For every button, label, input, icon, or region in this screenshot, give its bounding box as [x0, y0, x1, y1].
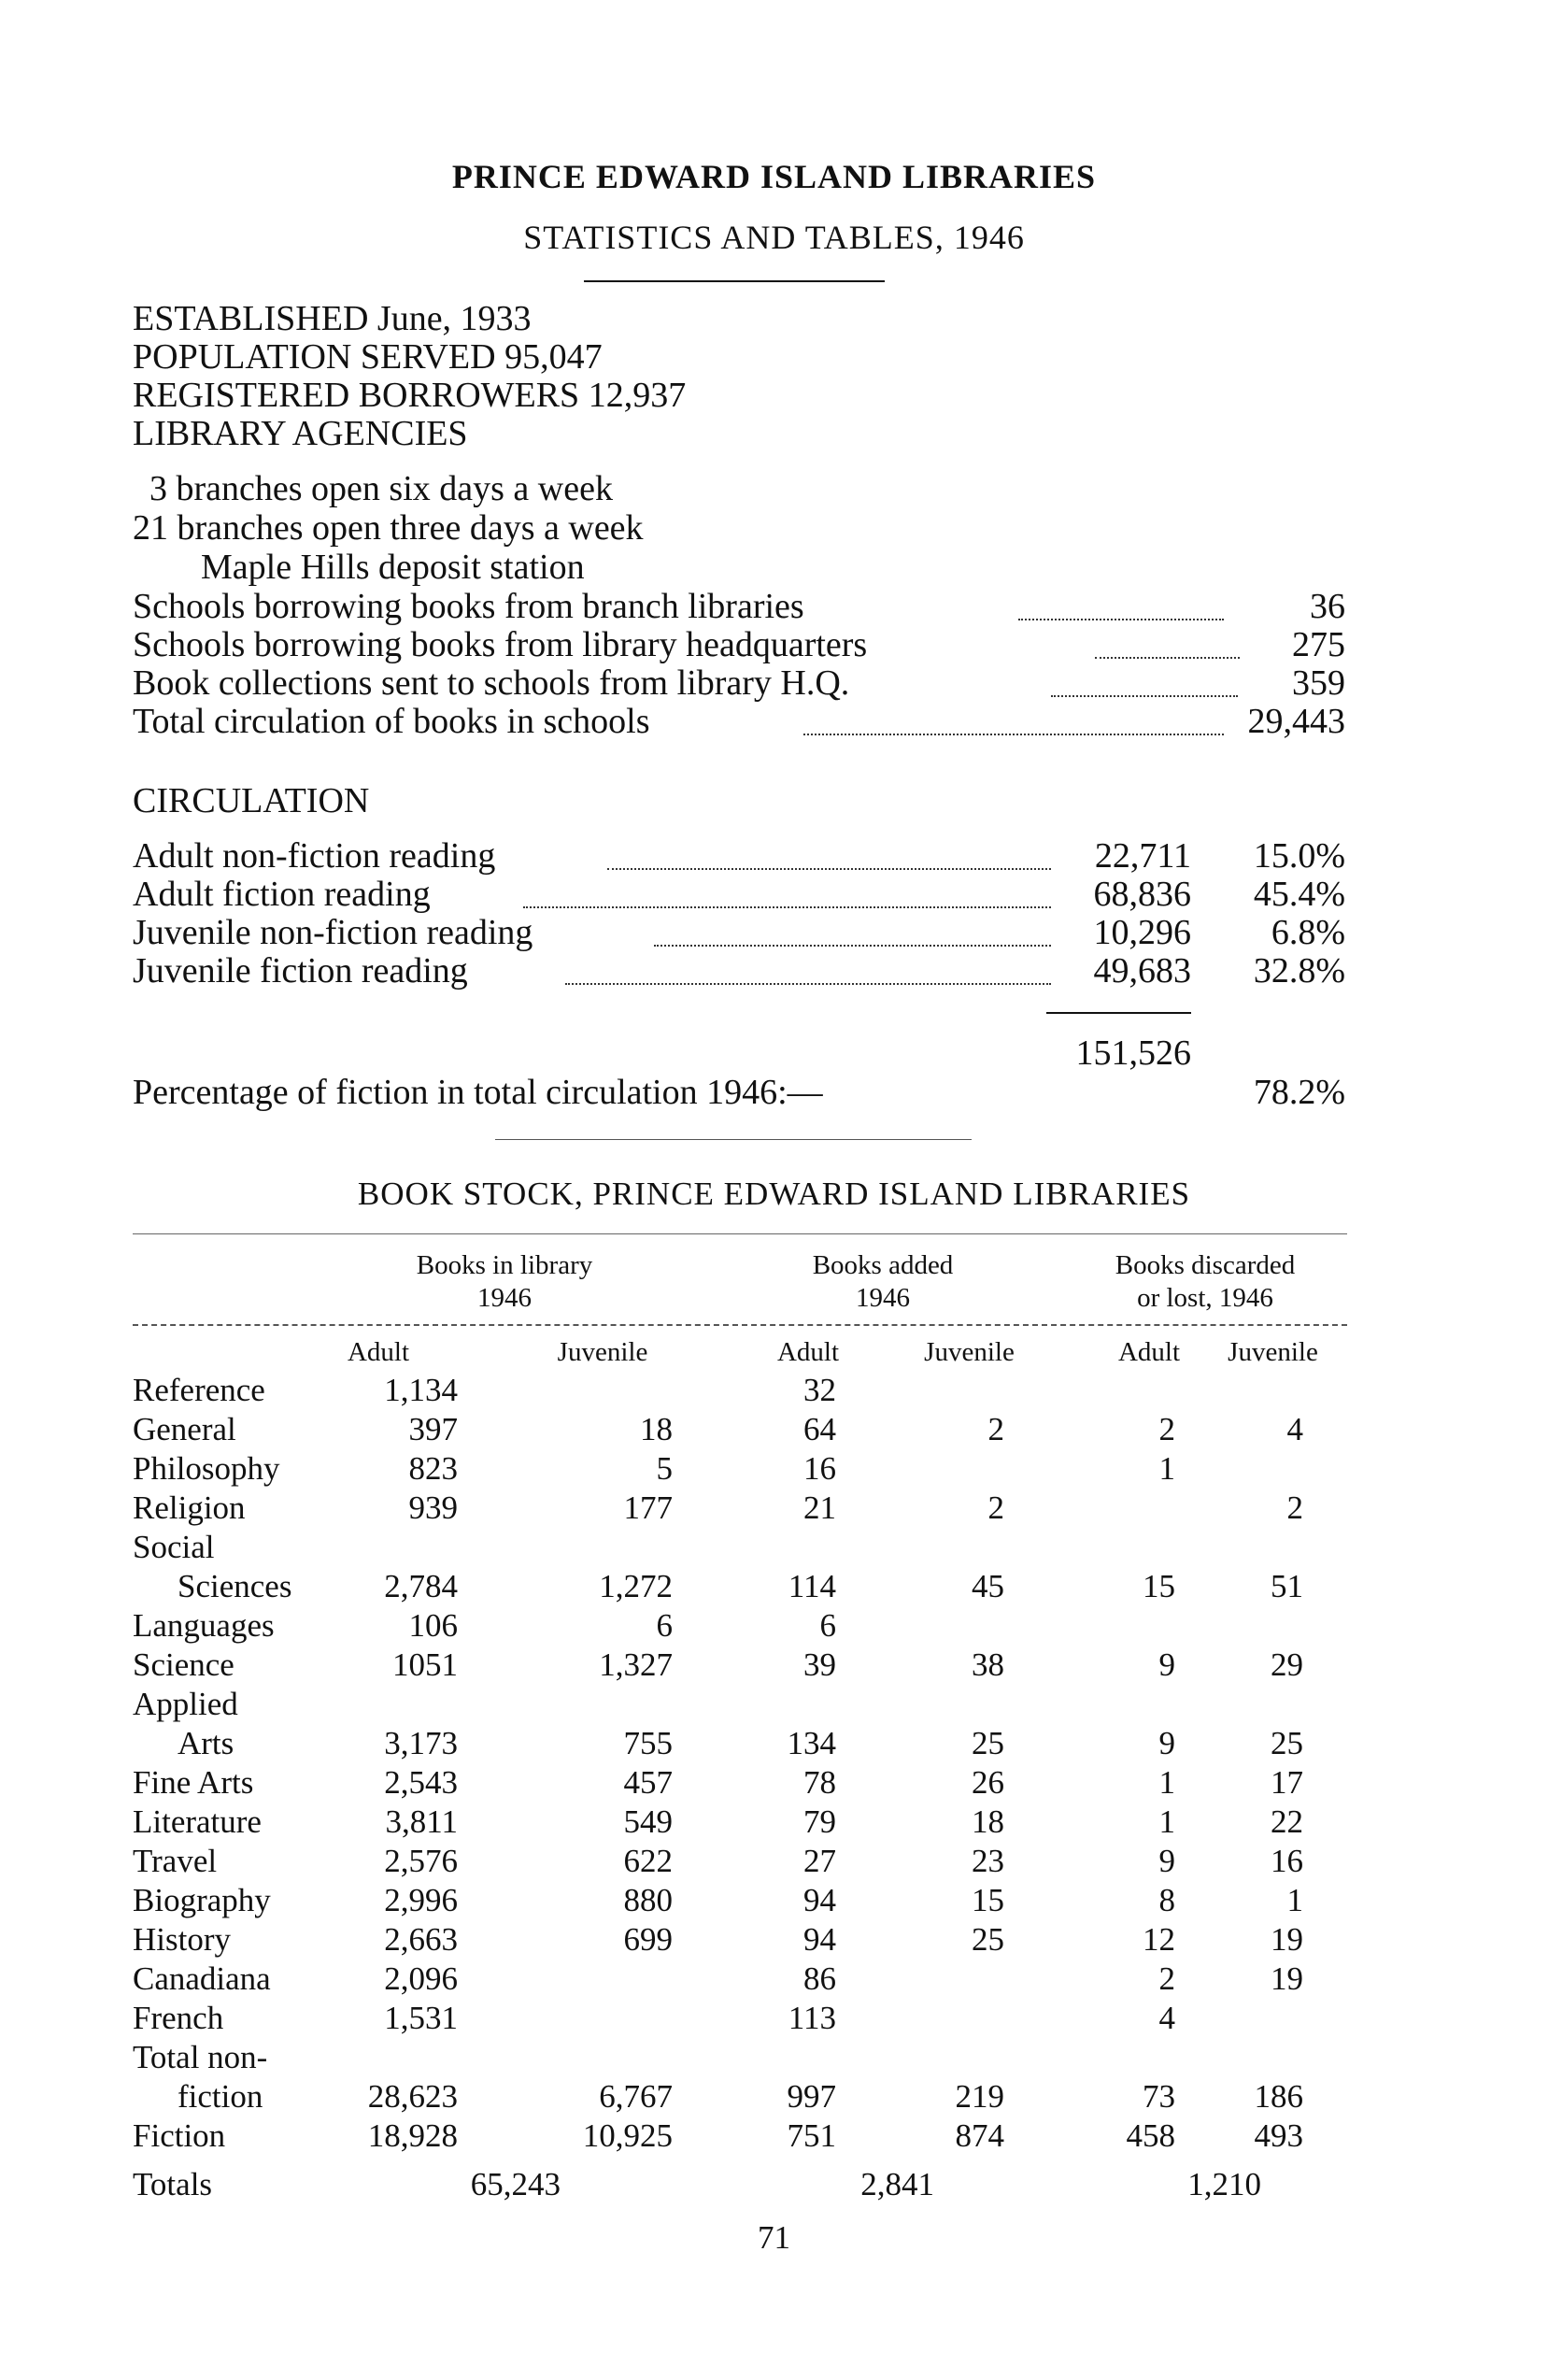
table-cell: 823: [408, 1450, 458, 1487]
table-cell: 12: [1143, 1921, 1175, 1958]
table-cell: 2: [1158, 1960, 1175, 1997]
row-label: fiction: [178, 2078, 263, 2115]
table-cell: 1,531: [384, 2000, 458, 2036]
header-rule: [133, 1324, 1347, 1326]
table-cell: 18: [972, 1803, 1004, 1840]
school-stat-label: Total circulation of books in schools: [133, 702, 650, 741]
row-label: History: [133, 1921, 231, 1958]
row-label: Religion: [133, 1489, 246, 1526]
school-stat-value: 29,443: [1247, 702, 1345, 741]
table-cell: 18,928: [367, 2117, 458, 2154]
table-cell: 64: [803, 1411, 836, 1447]
fiction-percentage-label: Percentage of fiction in total circulation 1946:—: [133, 1073, 823, 1112]
table-cell: 2: [1286, 1489, 1303, 1526]
leader-dots: [523, 906, 1051, 908]
table-cell: 17: [1271, 1764, 1303, 1801]
table-cell: 5: [656, 1450, 673, 1487]
table-cell: 751: [787, 2117, 836, 2154]
table-cell: 45: [972, 1568, 1004, 1604]
table-cell: 19: [1271, 1960, 1303, 1997]
table-cell: 397: [408, 1411, 458, 1447]
table-cell: 2: [1158, 1411, 1175, 1447]
table-cell: 16: [1271, 1843, 1303, 1879]
page-subtitle: STATISTICS AND TABLES, 1946: [523, 219, 1025, 256]
table-cell: 1,134: [384, 1372, 458, 1408]
group-header-year: 1946: [856, 1283, 910, 1313]
borrowers-line: REGISTERED BORROWERS 12,937: [133, 376, 687, 415]
table-cell: 6,767: [599, 2078, 673, 2115]
row-label: Fiction: [133, 2117, 226, 2154]
table-cell: 4: [1158, 2000, 1175, 2036]
table-cell: 10,925: [582, 2117, 673, 2154]
table-cell: 27: [803, 1843, 836, 1879]
leader-dots: [803, 734, 1224, 735]
table-cell: 8: [1158, 1882, 1175, 1918]
table-cell: 1: [1286, 1882, 1303, 1918]
circulation-label: Juvenile fiction reading: [133, 951, 468, 990]
row-label: Reference: [133, 1372, 265, 1408]
row-label: French: [133, 2000, 224, 2036]
table-cell: 25: [972, 1725, 1004, 1761]
table-cell: 9: [1158, 1646, 1175, 1683]
table-cell: 6: [656, 1607, 673, 1644]
group-header-year: or lost, 1946: [1137, 1283, 1273, 1313]
table-cell: 86: [803, 1960, 836, 1997]
totals-added: 2,841: [860, 2166, 934, 2202]
table-cell: 2,543: [384, 1764, 458, 1801]
table-cell: 94: [803, 1921, 836, 1958]
totals-label: Totals: [133, 2166, 213, 2202]
group-header-year: 1946: [477, 1283, 532, 1313]
table-cell: 2,784: [384, 1568, 458, 1604]
leader-dots: [1018, 619, 1224, 620]
row-label: Science: [133, 1646, 234, 1683]
school-stat-value: 36: [1310, 587, 1345, 626]
table-cell: 94: [803, 1882, 836, 1918]
row-label: Social: [133, 1529, 215, 1565]
circulation-label: Juvenile non-fiction reading: [133, 913, 533, 952]
table-cell: 25: [1271, 1725, 1303, 1761]
table-cell: 874: [955, 2117, 1004, 2154]
leader-dots: [565, 983, 1051, 985]
table-cell: 1,327: [599, 1646, 673, 1683]
table-cell: 9: [1158, 1843, 1175, 1879]
table-cell: 3,811: [385, 1803, 458, 1840]
subheader: Adult: [776, 1337, 840, 1367]
table-cell: 9: [1158, 1725, 1175, 1761]
row-label: Total non-: [133, 2039, 268, 2075]
table-cell: 2,996: [384, 1882, 458, 1918]
totals-library: 65,243: [470, 2166, 561, 2202]
table-cell: 23: [972, 1843, 1004, 1879]
table-cell: 880: [623, 1882, 673, 1918]
table-cell: 177: [623, 1489, 673, 1526]
table-cell: 134: [787, 1725, 836, 1761]
table-cell: 549: [623, 1803, 673, 1840]
circulation-heading: CIRCULATION: [133, 781, 370, 820]
circulation-percent: 6.8%: [1271, 913, 1345, 952]
row-label: Travel: [133, 1843, 218, 1879]
table-cell: 622: [623, 1843, 673, 1879]
subheader: Juvenile: [557, 1337, 648, 1367]
table-cell: 38: [972, 1646, 1004, 1683]
table-cell: 6: [819, 1607, 836, 1644]
circulation-percent: 45.4%: [1253, 875, 1345, 914]
subheader: Juvenile: [924, 1337, 1015, 1367]
table-cell: 939: [408, 1489, 458, 1526]
table-cell: 28,623: [367, 2078, 458, 2115]
table-cell: 1,272: [599, 1568, 673, 1604]
subheader: Adult: [1117, 1337, 1181, 1367]
row-label: Arts: [178, 1725, 234, 1761]
row-label: Applied: [133, 1686, 238, 1722]
table-cell: 18: [640, 1411, 673, 1447]
population-line: POPULATION SERVED 95,047: [133, 337, 603, 377]
row-label: Literature: [133, 1803, 262, 1840]
circulation-total: 151,526: [1075, 1033, 1191, 1073]
table-cell: 114: [788, 1568, 836, 1604]
group-header: Books discarded: [1115, 1250, 1296, 1280]
circulation-label: Adult fiction reading: [133, 875, 431, 914]
table-cell: 15: [972, 1882, 1004, 1918]
circulation-value: 22,711: [1094, 836, 1191, 876]
row-label: Fine Arts: [133, 1764, 254, 1801]
school-stat-label: Book collections sent to schools from library H.Q.: [133, 663, 850, 703]
table-cell: 2: [987, 1411, 1004, 1447]
book-stock-heading: BOOK STOCK, PRINCE EDWARD ISLAND LIBRARIES: [357, 1176, 1191, 1212]
subheader: Adult: [347, 1337, 410, 1367]
established-line: ESTABLISHED June, 1933: [133, 299, 532, 338]
sum-rule: [1046, 1012, 1191, 1014]
school-stat-label: Schools borrowing books from library headquarters: [133, 625, 868, 664]
circulation-percent: 15.0%: [1253, 836, 1345, 876]
table-cell: 493: [1254, 2117, 1303, 2154]
leader-dots: [607, 868, 1051, 870]
agencies-heading: LIBRARY AGENCIES: [133, 414, 468, 453]
table-cell: 22: [1271, 1803, 1303, 1840]
row-label: Sciences: [178, 1568, 292, 1604]
table-cell: 1: [1158, 1803, 1175, 1840]
table-cell: 1051: [392, 1646, 458, 1683]
school-stat-value: 275: [1292, 625, 1345, 664]
table-cell: 51: [1271, 1568, 1303, 1604]
school-stat-value: 359: [1292, 663, 1345, 703]
table-cell: 78: [803, 1764, 836, 1801]
table-cell: 25: [972, 1921, 1004, 1958]
circulation-value: 68,836: [1093, 875, 1191, 914]
circulation-label: Adult non-fiction reading: [133, 836, 496, 876]
agency-item: Maple Hills deposit station: [201, 548, 585, 587]
page-title: PRINCE EDWARD ISLAND LIBRARIES: [451, 158, 1097, 195]
table-cell: 15: [1143, 1568, 1175, 1604]
row-label: General: [133, 1411, 236, 1447]
table-cell: 699: [623, 1921, 673, 1958]
table-cell: 3,173: [384, 1725, 458, 1761]
circulation-value: 49,683: [1093, 951, 1191, 990]
table-cell: 458: [1126, 2117, 1175, 2154]
table-cell: 2,663: [384, 1921, 458, 1958]
table-cell: 19: [1271, 1921, 1303, 1958]
table-cell: 1: [1158, 1764, 1175, 1801]
circulation-percent: 32.8%: [1253, 951, 1345, 990]
table-cell: 186: [1254, 2078, 1303, 2115]
table-cell: 21: [803, 1489, 836, 1526]
table-cell: 106: [408, 1607, 458, 1644]
row-label: Philosophy: [133, 1450, 280, 1487]
leader-dots: [1051, 695, 1238, 697]
circulation-value: 10,296: [1093, 913, 1191, 952]
row-label: Biography: [133, 1882, 271, 1918]
table-cell: 457: [623, 1764, 673, 1801]
totals-discarded: 1,210: [1187, 2166, 1261, 2202]
fiction-percentage-value: 78.2%: [1253, 1073, 1345, 1112]
table-cell: 997: [787, 2078, 836, 2115]
row-label: Canadiana: [133, 1960, 271, 1997]
row-label: Languages: [133, 1607, 275, 1644]
table-cell: 29: [1271, 1646, 1303, 1683]
subheader: Juvenile: [1228, 1337, 1318, 1367]
group-header: Books added: [812, 1250, 954, 1280]
table-cell: 2: [987, 1489, 1004, 1526]
table-cell: 26: [972, 1764, 1004, 1801]
table-cell: 79: [803, 1803, 836, 1840]
group-header: Books in library: [416, 1250, 593, 1280]
table-cell: 219: [955, 2078, 1004, 2115]
table-cell: 32: [803, 1372, 836, 1408]
table-cell: 2,096: [384, 1960, 458, 1997]
section-rule: [495, 1139, 972, 1140]
table-cell: 1: [1158, 1450, 1175, 1487]
table-cell: 113: [788, 2000, 836, 2036]
leader-dots: [1095, 657, 1240, 659]
table-cell: 16: [803, 1450, 836, 1487]
table-cell: 2,576: [384, 1843, 458, 1879]
title-rule: [584, 280, 885, 282]
page-number: 71: [758, 2219, 790, 2256]
table-cell: 4: [1286, 1411, 1303, 1447]
school-stat-label: Schools borrowing books from branch libraries: [133, 587, 804, 626]
table-cell: 39: [803, 1646, 836, 1683]
leader-dots: [654, 945, 1051, 947]
table-cell: 755: [623, 1725, 673, 1761]
agency-item: 3 branches open six days a week: [149, 469, 613, 508]
agency-item: 21 branches open three days a week: [133, 508, 644, 548]
table-cell: 73: [1143, 2078, 1175, 2115]
table-top-rule: [133, 1233, 1347, 1234]
